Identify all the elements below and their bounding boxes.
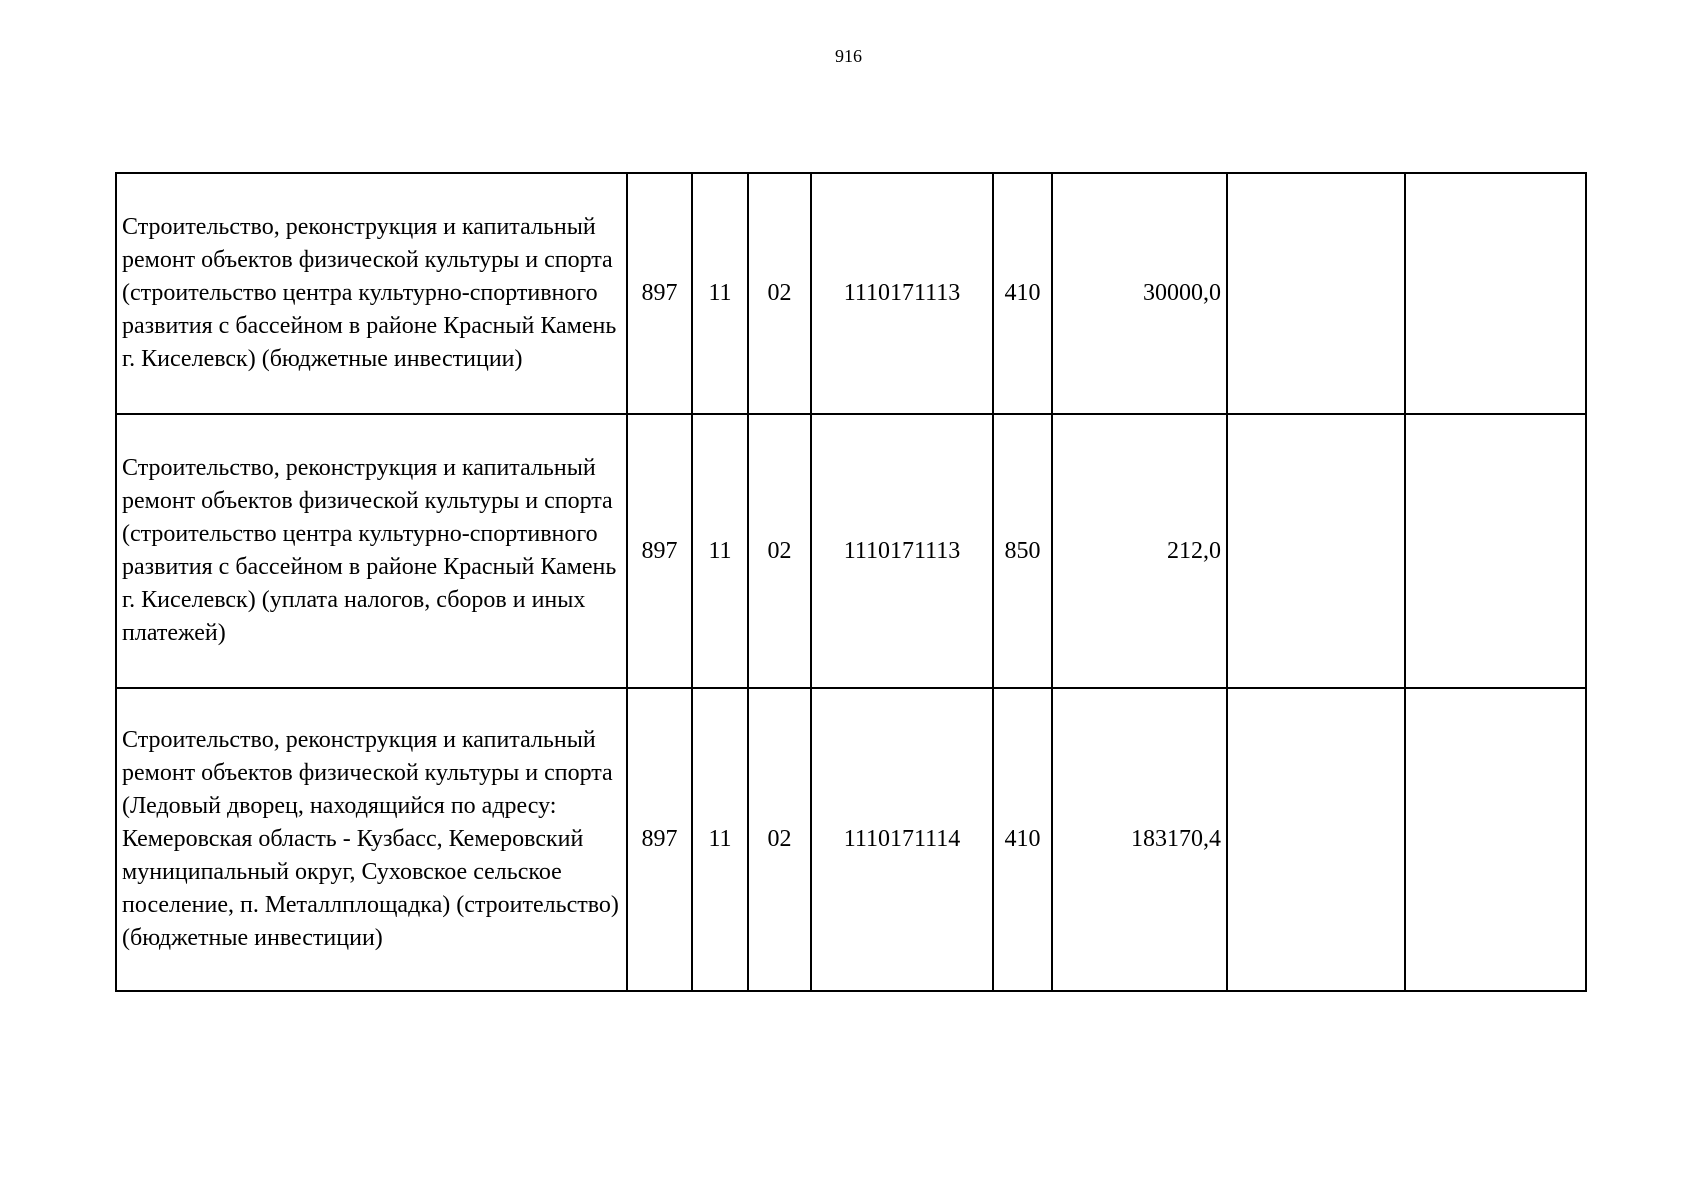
table-row: [116, 173, 1586, 414]
expense-type-cell: 410: [993, 173, 1052, 414]
subsection-cell: 02: [748, 414, 811, 688]
empty-cell: [1227, 414, 1405, 688]
amount-cell: 183170,4: [1052, 688, 1227, 991]
description-cell: Строительство, реконструкция и капитальный ремонт объектов физической культуры и спорта (строительство центра культурно-спортивного развития с бассейном в районе Красный Камень г. Киселевск) (уплата налогов, сборов и иных платежей): [116, 414, 627, 688]
empty-cell: [1405, 414, 1586, 688]
section-cell: 11: [692, 688, 748, 991]
expense-type-cell: 410: [993, 688, 1052, 991]
ministry-code-cell: 897: [627, 414, 692, 688]
empty-cell: [1405, 173, 1586, 414]
description-cell: Строительство, реконструкция и капитальный ремонт объектов физической культуры и спорта (Ледовый дворец, находящийся по адресу: Кемеровская область - Кузбасс, Кемеровский муниципальный округ, Суховское сельское поселение, п. Металлплощадка) (строительство) (бюджетные инвестиции): [116, 688, 627, 991]
ministry-code-cell: 897: [627, 688, 692, 991]
target-article-cell: 1110171113: [811, 414, 993, 688]
target-article-cell: 1110171113: [811, 173, 993, 414]
empty-cell: [1405, 688, 1586, 991]
section-cell: 11: [692, 414, 748, 688]
amount-cell: 30000,0: [1052, 173, 1227, 414]
ministry-code-cell: 897: [627, 173, 692, 414]
table-row: [116, 688, 1586, 991]
subsection-cell: 02: [748, 688, 811, 991]
empty-cell: [1227, 173, 1405, 414]
target-article-cell: 1110171114: [811, 688, 993, 991]
description-cell: Строительство, реконструкция и капитальный ремонт объектов физической культуры и спорта (строительство центра культурно-спортивного развития с бассейном в районе Красный Камень г. Киселевск) (бюджетные инвестиции): [116, 173, 627, 414]
section-cell: 11: [692, 173, 748, 414]
amount-cell: 212,0: [1052, 414, 1227, 688]
empty-cell: [1227, 688, 1405, 991]
table-row: [116, 414, 1586, 688]
page-number: 916: [835, 46, 862, 66]
expense-type-cell: 850: [993, 414, 1052, 688]
budget-table: [115, 172, 1587, 992]
subsection-cell: 02: [748, 173, 811, 414]
